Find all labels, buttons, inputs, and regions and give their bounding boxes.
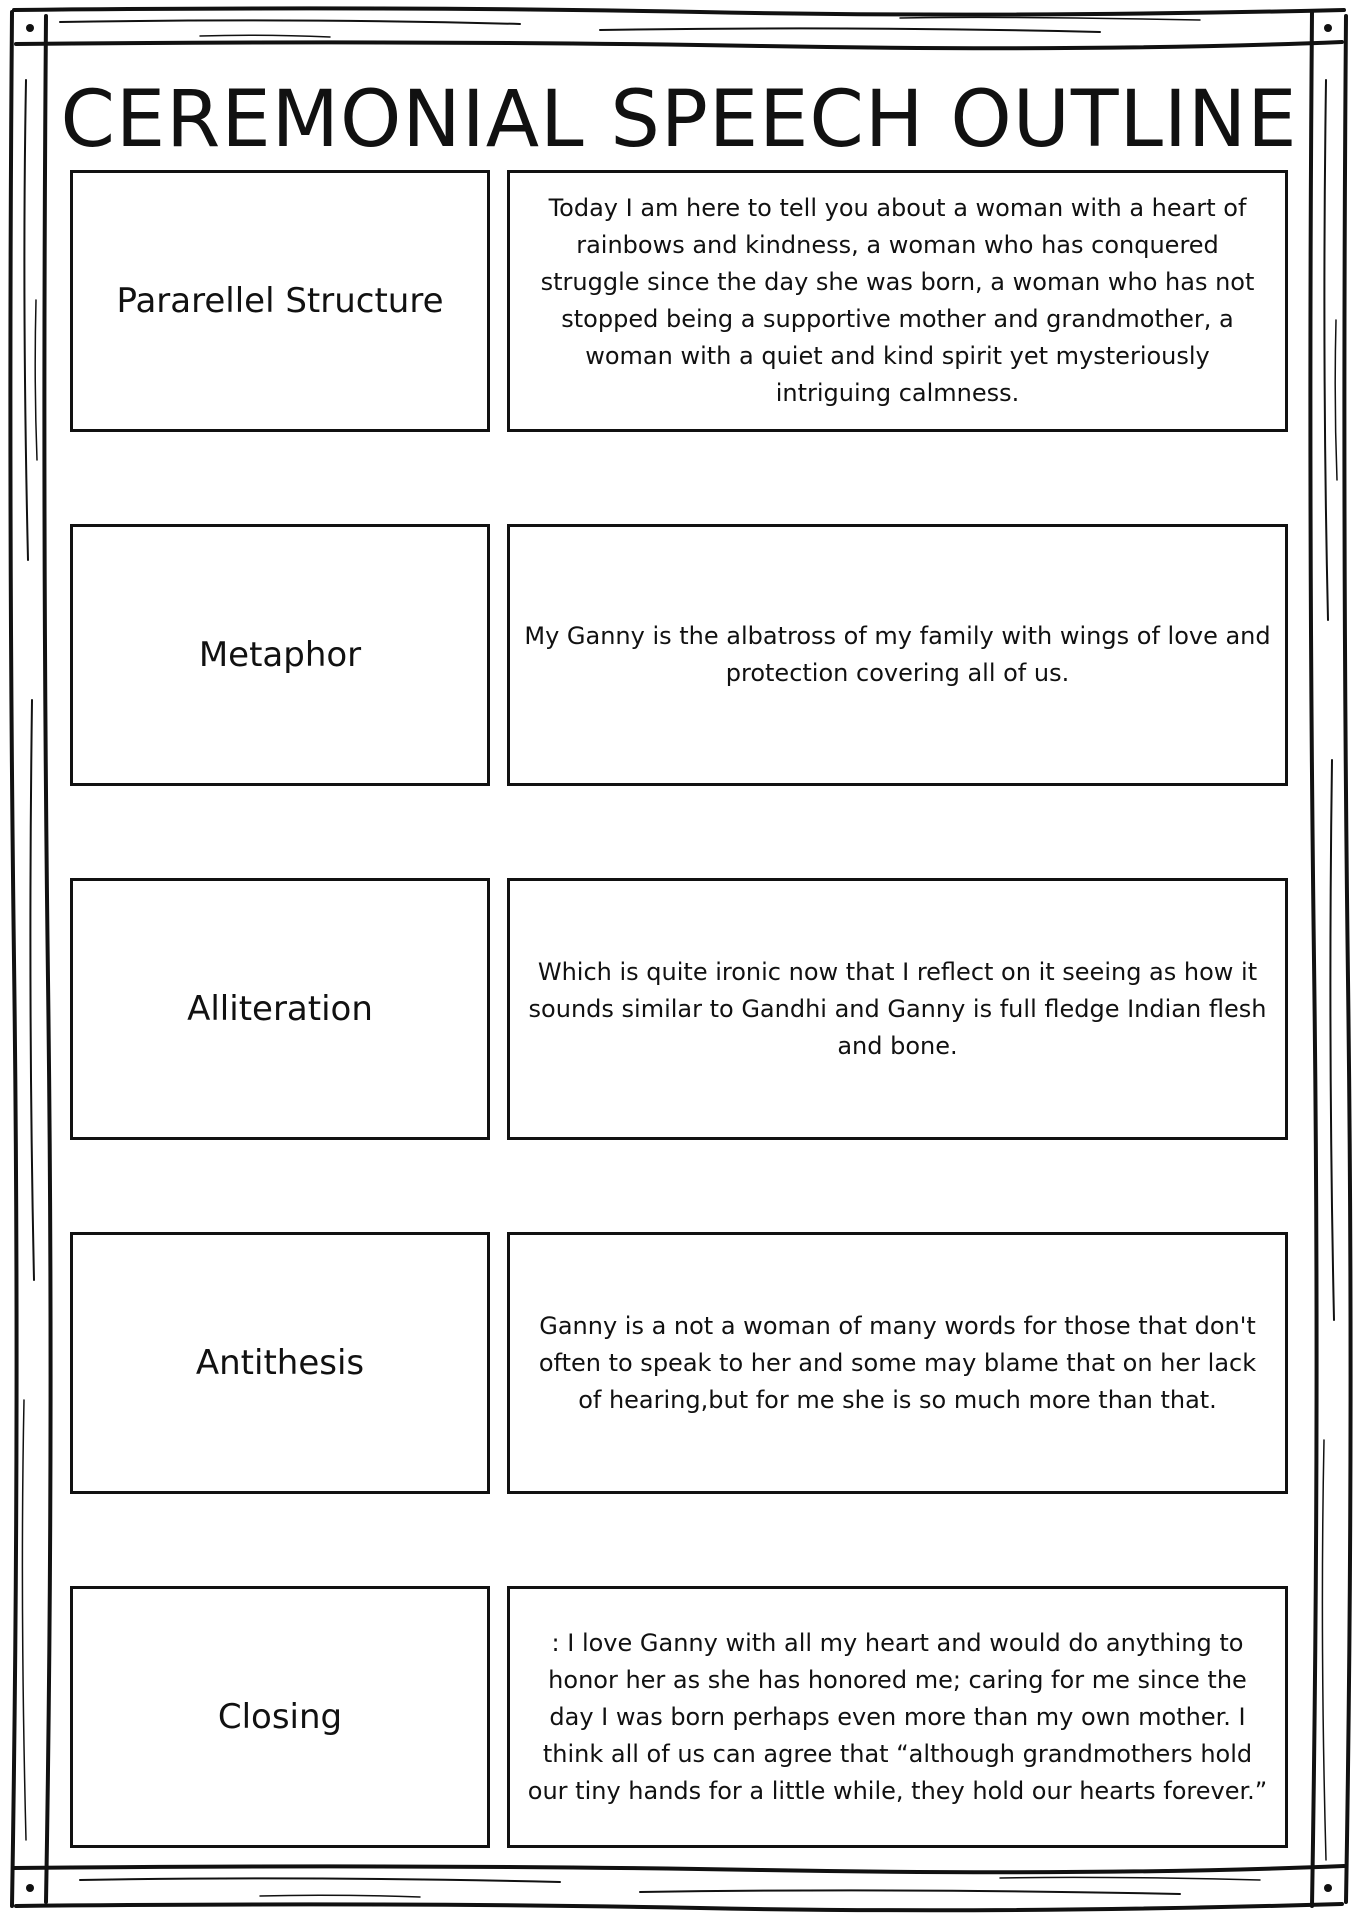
row-content-text: Which is quite ironic now that I reflect on it seeing as how it sounds similar to Gandhi and Ganny is full fledge Indian flesh and bone.	[528, 957, 1267, 1060]
row-content-box	[507, 170, 1288, 432]
outline-row-alliteration	[70, 878, 1288, 1140]
row-content-box	[507, 1586, 1288, 1848]
row-content-text: : I love Ganny with all my heart and would do anything to honor her as she has honored me; caring for me since the day I was born perhaps even more than my own mother. I think all of us can agree that “although grandmothers hold our tiny hands for a little while, they hold our hearts forever.”	[527, 1628, 1268, 1805]
row-label: Closing	[217, 1697, 343, 1737]
row-label: Pararellel Structure	[116, 281, 444, 321]
row-content-text: Today I am here to tell you about a woman with a heart of rainbows and kindness, a woman who has conquered struggle since the day she was born, a woman who has not stopped being a supportive mother and grandmother, a woman with a quiet and kind spirit yet mysteriously intriguing calmness.	[540, 194, 1255, 407]
row-content-text: Ganny is a not a woman of many words for those that don't often to speak to her and some may blame that on her lack of hearing,but for me she is so much more than that.	[538, 1311, 1257, 1414]
row-content-box	[507, 524, 1288, 786]
outline-row-antithesis	[70, 1232, 1288, 1494]
outline-row-closing	[70, 1586, 1288, 1848]
row-label-box	[70, 878, 490, 1140]
row-label: Alliteration	[187, 989, 373, 1029]
outline-row-parallel-structure	[70, 170, 1288, 432]
row-label-box	[70, 1586, 490, 1848]
row-content-box	[507, 878, 1288, 1140]
page-title: CEREMONIAL SPEECH OUTLINE	[60, 75, 1298, 165]
row-content-text: My Ganny is the albatross of my family with wings of love and protection covering all of us.	[524, 622, 1271, 687]
row-label: Antithesis	[195, 1343, 365, 1383]
row-content-box	[507, 1232, 1288, 1494]
row-label: Metaphor	[198, 635, 362, 675]
outline-row-metaphor	[70, 524, 1288, 786]
row-label-box	[70, 170, 490, 432]
row-label-box	[70, 524, 490, 786]
row-label-box	[70, 1232, 490, 1494]
